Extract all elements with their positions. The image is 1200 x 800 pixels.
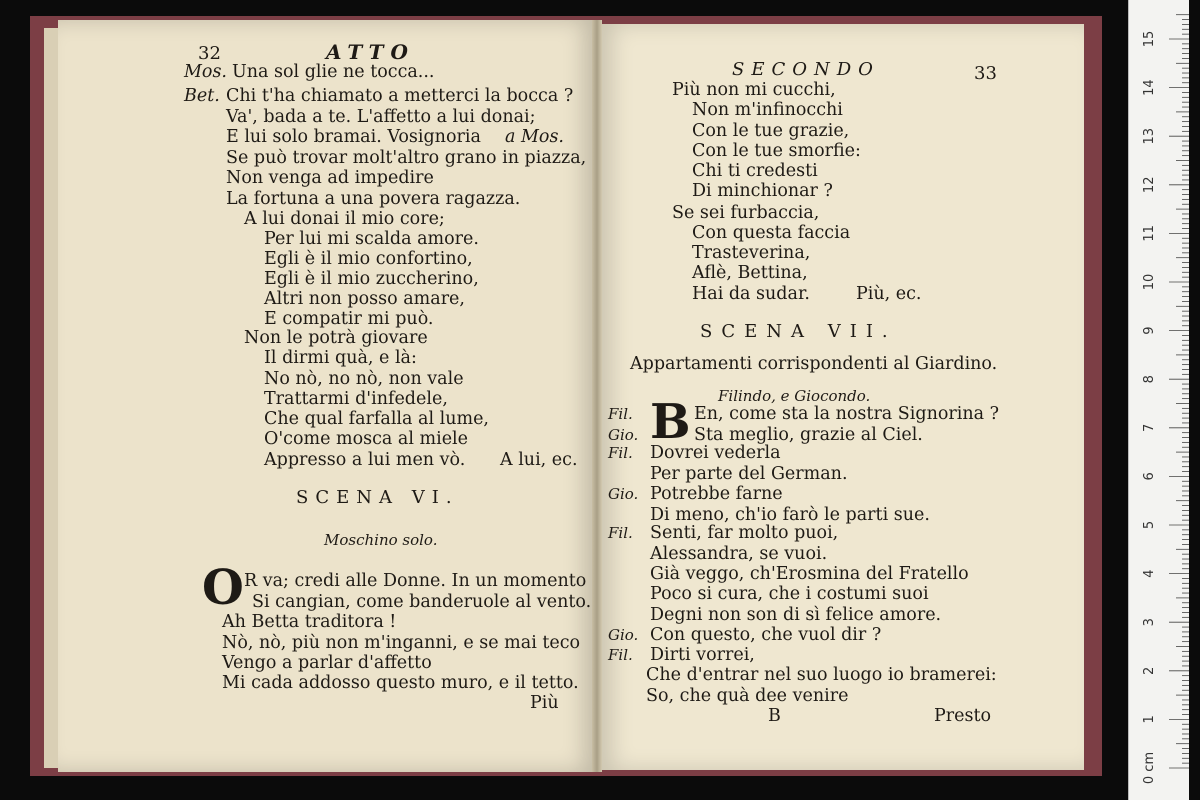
verse-line: Appresso a lui men vò.: [264, 450, 466, 470]
ruler-label: 1: [1142, 715, 1157, 724]
ruler-label: 12: [1142, 176, 1157, 194]
aria-line: Con questa faccia: [692, 223, 851, 243]
aria-line: Di minchionar ?: [692, 181, 833, 201]
ruler-label: 4: [1142, 569, 1157, 578]
ruler-label: 10: [1142, 273, 1157, 291]
verse-line: Va', bada a te. L'affetto a lui donai;: [226, 107, 536, 127]
repeat-cue: A lui, ec.: [500, 450, 578, 470]
ruler-label: 14: [1142, 79, 1157, 96]
verse-line: Nò, nò, più non m'inganni, e se mai teco: [222, 633, 581, 653]
left-running-head: ATTO: [326, 40, 415, 64]
verse-line: Che qual farfalla al lume,: [264, 409, 489, 429]
aria-line: Trasteverina,: [692, 243, 811, 263]
measuring-ruler: [1128, 0, 1189, 800]
aria-line: Non m'infinocchi: [692, 100, 843, 120]
repeat-cue: Più, ec.: [856, 284, 922, 304]
ruler-label: 11: [1142, 225, 1157, 242]
ruler-label: 5: [1142, 520, 1157, 530]
verse-line: Non venga ad impedire: [226, 168, 434, 188]
catchword: Presto: [934, 706, 992, 726]
verse-line: Mi cada addosso questo muro, e il tetto.: [222, 673, 579, 693]
left-page-number: 32: [198, 43, 221, 64]
drop-cap: B: [650, 394, 691, 450]
verse-line: Non le potrà giovare: [244, 328, 428, 348]
ruler-label: 6: [1142, 472, 1157, 481]
ruler-label: 2: [1142, 666, 1157, 675]
ruler-label: 3: [1142, 618, 1157, 627]
scene-heading: SCENA VI.: [296, 487, 459, 508]
dialogue-line: Poco si cura, che i costumi suoi: [650, 584, 929, 604]
aria-line: Con le tue smorfie:: [692, 141, 861, 161]
verse-line: E compatir mi può.: [264, 309, 434, 329]
dialogue-line: Di meno, ch'io farò le parti sue.: [650, 505, 930, 525]
dialogue-line: Degni non son di sì felice amore.: [650, 605, 942, 625]
aria-line: Con le tue grazie,: [692, 121, 850, 141]
dialogue-line: Con questo, che vuol dir ?: [650, 625, 882, 645]
speaker-tag: Mos.: [184, 62, 227, 82]
ruler-label: 7: [1142, 423, 1157, 432]
dialogue-line: Dirti vorrei,: [650, 645, 755, 665]
verse-line: Il dirmi quà, e là:: [264, 348, 417, 368]
speaker-tag: Fil.: [608, 444, 633, 462]
ruler-label: 9: [1142, 326, 1157, 335]
dialogue-line: Già veggo, ch'Erosmina del Fratello: [650, 564, 969, 584]
verse-line: Altri non posso amare,: [264, 289, 465, 309]
speaker-tag: Fil.: [608, 524, 633, 542]
scene-setting: Appartamenti corrispondenti al Giardino.: [630, 354, 998, 374]
ruler-label: 0 cm: [1142, 751, 1157, 785]
aria-line: Se sei furbaccia,: [672, 203, 820, 223]
verse-line: Chi t'ha chiamato a metterci la bocca ?: [226, 86, 574, 106]
verse-line: Per lui mi scalda amore.: [264, 229, 479, 249]
speaker-tag: Fil.: [608, 405, 633, 423]
speaker-tag: Gio.: [608, 626, 639, 644]
dialogue-line: Per parte del German.: [650, 464, 848, 484]
dialogue-line: Senti, far molto puoi,: [650, 523, 839, 543]
aria-line: Chi ti credesti: [692, 161, 818, 181]
dialogue-line: So, che quà dee venire: [646, 686, 849, 706]
signature-mark: B: [768, 706, 781, 726]
verse-line: Si cangian, come banderuole al vento.: [252, 592, 592, 612]
ruler-label: 15: [1142, 30, 1157, 48]
verse-line: R va; credi alle Donne. In un momento: [244, 571, 587, 591]
speaker-tag: Gio.: [608, 485, 639, 503]
aria-line: Aflè, Bettina,: [692, 263, 808, 283]
dialogue-line: En, come sta la nostra Signorina ?: [694, 404, 1000, 424]
verse-line: La fortuna a una povera ragazza.: [226, 189, 521, 209]
verse-line: Se può trovar molt'altro grano in piazza,: [226, 148, 587, 168]
verse-line: Ah Betta traditora !: [222, 612, 397, 632]
catchword: Più: [530, 693, 559, 713]
verse-line: Egli è il mio confortino,: [264, 249, 473, 269]
verse-line: A lui donai il mio core;: [244, 209, 445, 229]
scene-heading: SCENA VII.: [700, 321, 897, 342]
verse-line: E lui solo bramai. Vosignoria: [226, 127, 481, 147]
scene-cast: Filindo, e Giocondo.: [718, 387, 871, 405]
right-page-number: 33: [974, 63, 997, 84]
verse-line: Vengo a parlar d'affetto: [222, 653, 432, 673]
verse-line: Trattarmi d'infedele,: [264, 389, 448, 409]
right-running-head: SECONDO: [732, 59, 880, 80]
book-gutter: [592, 20, 602, 772]
verse-line: O'come mosca al miele: [264, 429, 469, 449]
speaker-tag: Bet.: [184, 86, 220, 106]
dialogue-line: Potrebbe farne: [650, 484, 783, 504]
ruler-label: 13: [1142, 127, 1157, 145]
aria-line: Hai da sudar.: [692, 284, 810, 304]
ruler-label: 8: [1142, 375, 1157, 384]
dialogue-line: Che d'entrar nel suo luogo io bramerei:: [646, 665, 997, 685]
speaker-tag: Fil.: [608, 646, 633, 664]
verse-line: Egli è il mio zuccherino,: [264, 269, 479, 289]
drop-cap: O: [202, 560, 244, 616]
aria-line: Più non mi cucchi,: [672, 80, 836, 100]
ruler-scale: [1129, 0, 1189, 800]
dialogue-line: Alessandra, se vuoi.: [650, 544, 828, 564]
verse-line: No nò, no nò, non vale: [264, 369, 464, 389]
speaker-tag: Gio.: [608, 426, 639, 444]
dialogue-line: Sta meglio, grazie al Ciel.: [694, 425, 923, 445]
verse-line: Una sol glie ne tocca...: [232, 62, 435, 82]
stage-direction: a Mos.: [505, 127, 564, 147]
scene-cast: Moschino solo.: [324, 531, 438, 549]
dialogue-line: Dovrei vederla: [650, 443, 781, 463]
